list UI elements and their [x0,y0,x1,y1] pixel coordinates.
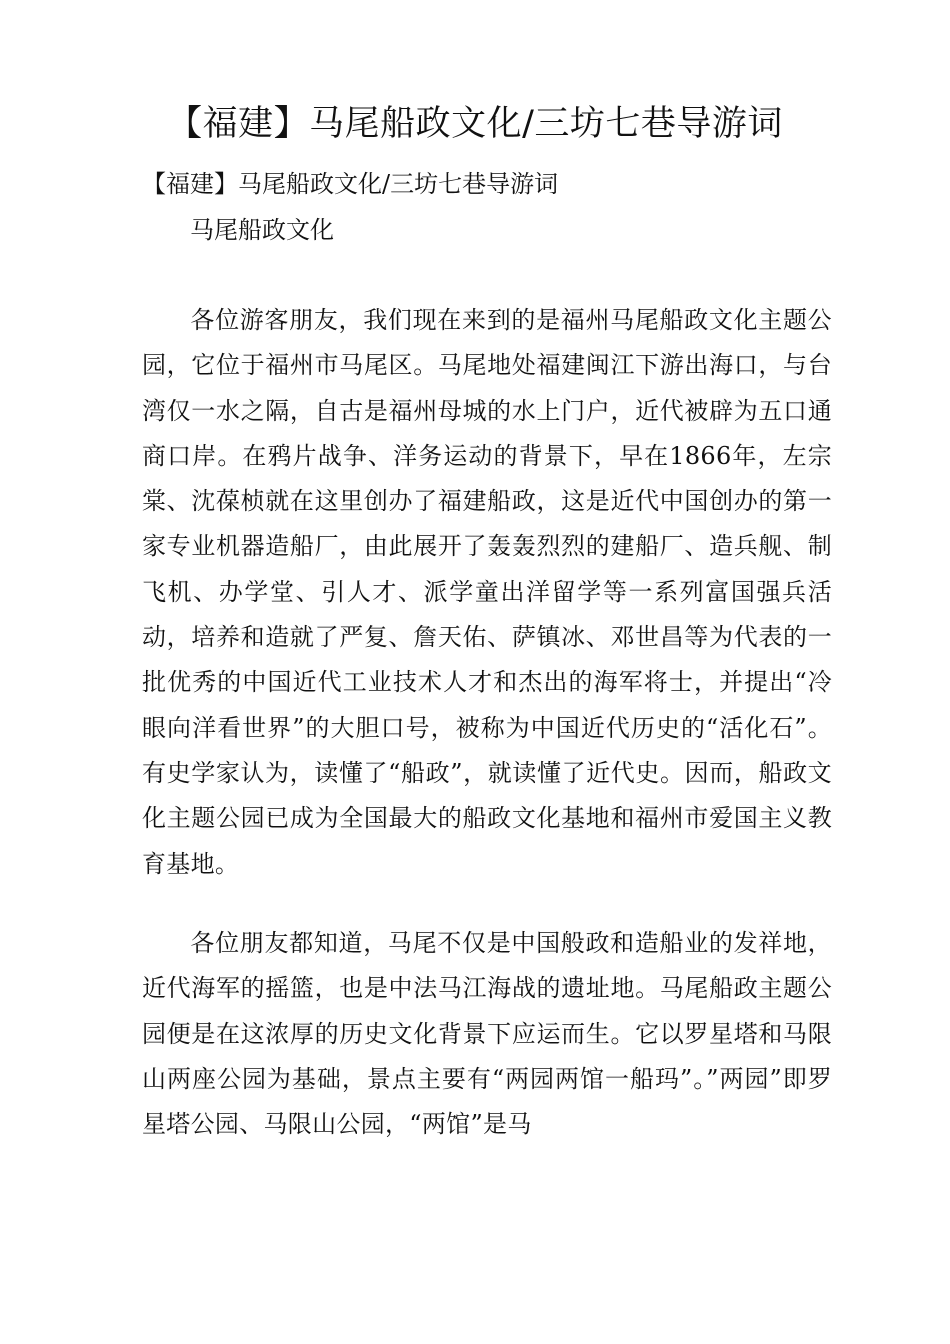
document-subtitle: 【福建】马尾船政文化/三坊七巷导游词 [142,170,559,198]
body-paragraph [142,921,832,1147]
body-paragraph [142,298,832,887]
section-heading: 马尾船政文化 [190,216,334,244]
paragraph-text: 各位朋友都知道，马尾不仅是中国般政和造船业的发祥地，近代海军的摇篮，也是中法马江海战的遗址地。马尾船政主题公园便是在这浓厚的历史文化背景下应运而生。它以罗星塔和马限山两座公园为基础，景点主要有“两园两馆一船玛”。”两园”即罗星塔公园、马限山公园，“两馆”是马 [142,929,832,1139]
document-title: 【福建】马尾船政文化/三坊七巷导游词 [167,104,783,144]
paragraph-text: 各位游客朋友，我们现在来到的是福州马尾船政文化主题公园，它位于福州市马尾区。马尾地处福建闽江下游出海口，与台湾仅一水之隔，自古是福州母城的水上门户，近代被辟为五口通商口岸。在鸦片战争、洋务运动的背景下，早在1866年，左宗棠、沈葆桢就在这里创办了福建船政，这是近代中国创办的第一家专业机器造船厂，由此展开了轰轰烈烈的建船厂、造兵舰、制飞机、办学堂、引人才、派学童出洋留学等一系列富国强兵活动，培养和造就了严复、詹天佑、萨镇冰、邓世昌等为代表的一批优秀的中国近代工业技术人才和杰出的海军将士，并提出“冷眼向洋看世界”的大胆口号，被称为中国近代历史的“活化石”。有史学家认为，读懂了“船政”，就读懂了近代史。因而，船政文化主题公园已成为全国最大的船政文化基地和福州市爱国主义教育基地。 [142,306,832,878]
